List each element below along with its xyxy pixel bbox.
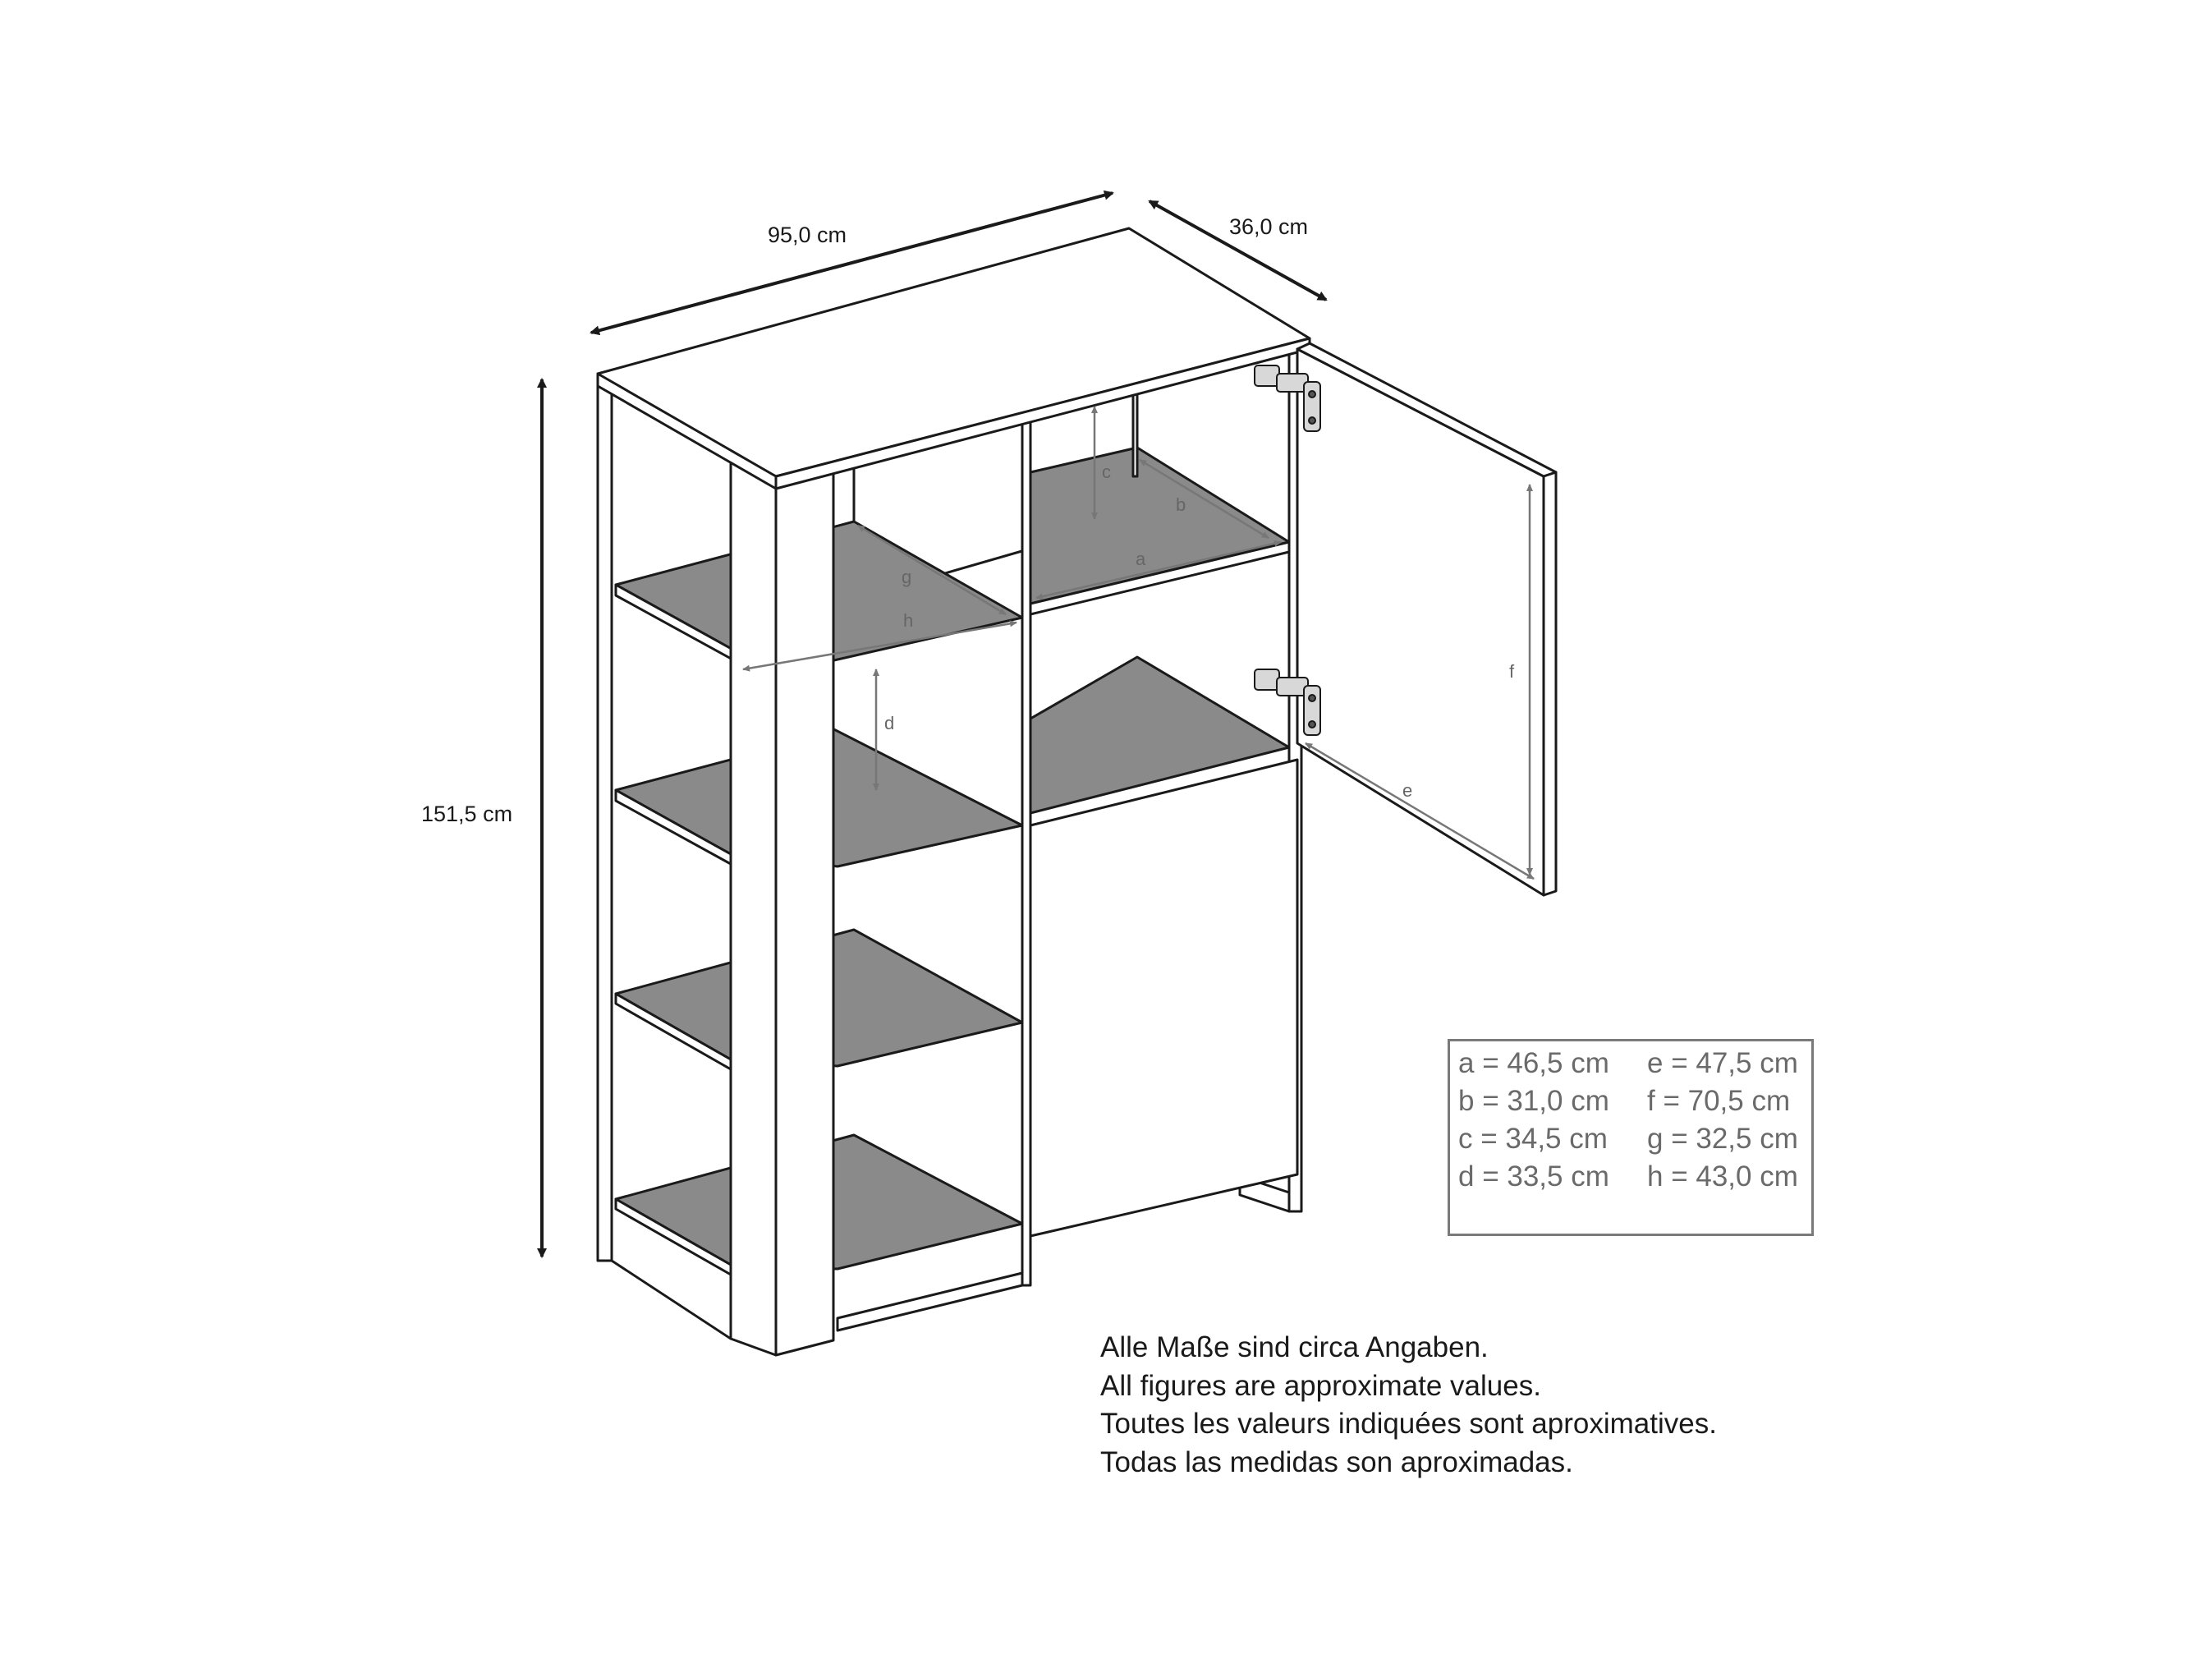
dim-e-label: e — [1402, 780, 1413, 801]
note-german: Alle Maße sind circa Angaben. — [1100, 1331, 1489, 1363]
middle-divider-front — [838, 1273, 1022, 1330]
dim-d-label: d — [884, 713, 895, 733]
note-spanish: Todas las medidas son aproximadas. — [1100, 1445, 1573, 1478]
upper-door-side — [1544, 472, 1556, 895]
legend-row — [1458, 1082, 1803, 1120]
legend-value: c = 34,5 cm — [1458, 1123, 1608, 1155]
upper-door[interactable] — [1297, 349, 1544, 895]
height-label: 151,5 cm — [421, 802, 513, 826]
legend-row — [1458, 1120, 1803, 1158]
depth-label: 36,0 cm — [1229, 214, 1309, 239]
dim-f-label: f — [1509, 661, 1515, 682]
legend-row — [1458, 1158, 1803, 1196]
legend-value: d = 33,5 cm — [1458, 1160, 1609, 1193]
width-label: 95,0 cm — [768, 223, 847, 247]
legend-value: e = 47,5 cm — [1647, 1047, 1798, 1079]
legend-value: a = 46,5 cm — [1458, 1047, 1609, 1079]
legend-value: f = 70,5 cm — [1647, 1085, 1791, 1117]
dim-c-label: c — [1102, 462, 1111, 482]
left-side-panel — [598, 386, 612, 1261]
legend-row — [1458, 1045, 1803, 1082]
note-english: All figures are approximate values. — [1100, 1369, 1541, 1402]
front-left-post — [731, 460, 776, 1355]
note-french: Toutes les valeurs indiquées sont aproximatives. — [1100, 1408, 1717, 1440]
dim-h-label: h — [903, 610, 914, 631]
dim-g-label: g — [902, 567, 912, 587]
legend-value: b = 31,0 cm — [1458, 1085, 1609, 1117]
dim-a-label: a — [1136, 549, 1146, 569]
dimension-legend — [1448, 1039, 1814, 1236]
approximation-notes — [1100, 1329, 1717, 1482]
lower-door[interactable] — [1030, 760, 1297, 1236]
inner-right-wall — [1133, 393, 1137, 476]
legend-value: g = 32,5 cm — [1647, 1123, 1798, 1155]
legend-value: h = 43,0 cm — [1647, 1160, 1798, 1193]
front-left-post-face — [776, 462, 833, 1355]
dim-b-label: b — [1176, 494, 1186, 515]
